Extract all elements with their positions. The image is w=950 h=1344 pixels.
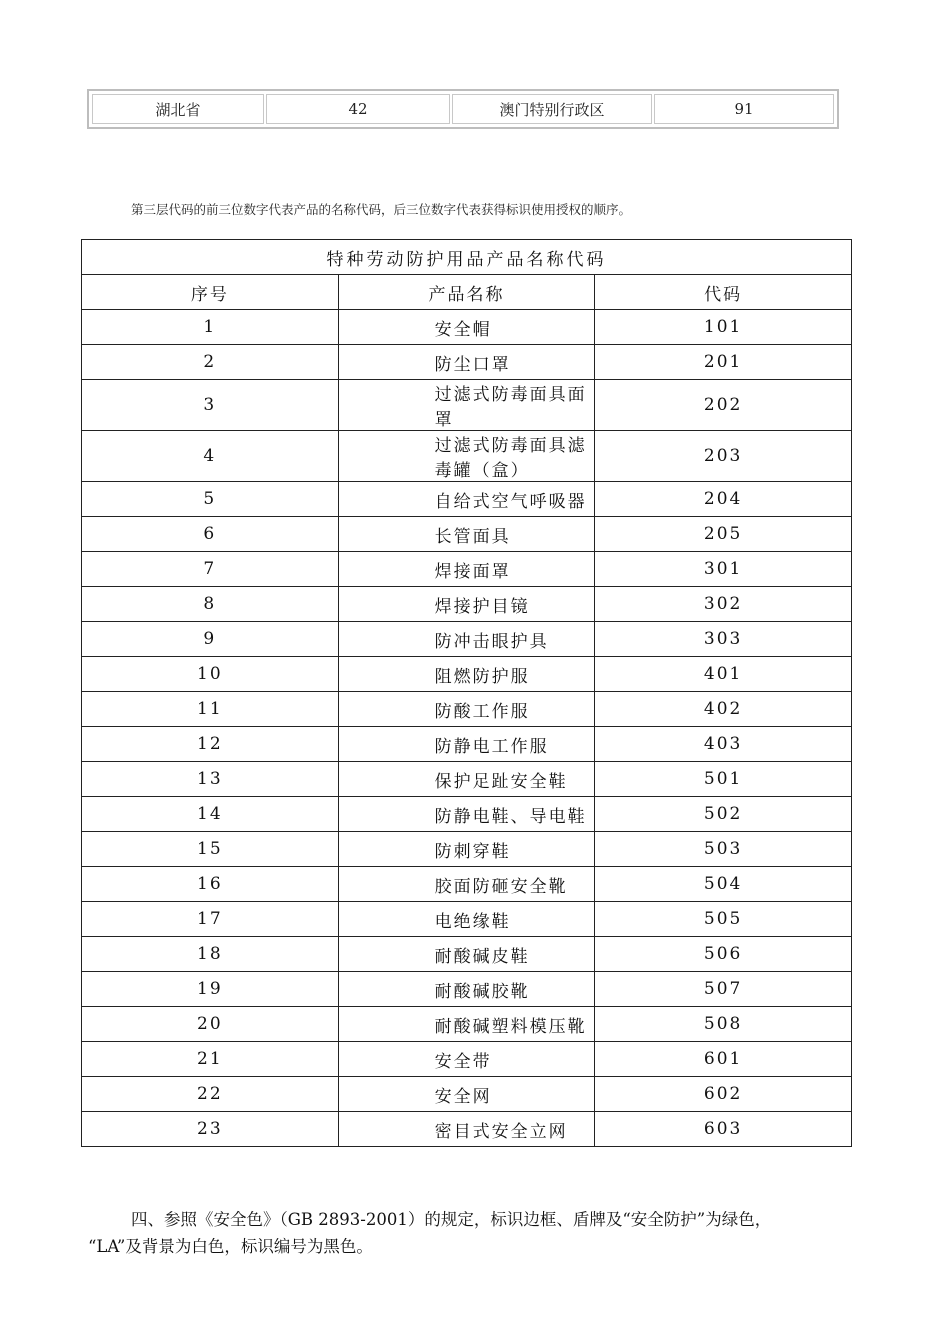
row-code-cell: 403 [595,727,852,762]
row-name-cell: 阻燃防护服 [338,657,595,692]
row-name-cell: 焊接护目镜 [338,587,595,622]
intro-text: 第三层代码的前三位数字代表产品的名称代码，后三位数字代表获得标识使用授权的顺序。 [131,202,632,217]
row-code-cell: 505 [595,902,852,937]
row-name-cell: 密目式安全立网 [338,1112,595,1147]
table-row [82,902,852,937]
row-code-cell: 401 [595,657,852,692]
row-no-cell: 10 [82,657,339,692]
row-no-cell: 21 [82,1042,339,1077]
region-code-cell: 91 [654,94,834,124]
row-no-cell: 11 [82,692,339,727]
row-name-cell: 电绝缘鞋 [338,902,595,937]
table-body [82,310,852,1147]
row-code-cell: 602 [595,1077,852,1112]
row-code-cell: 202 [595,380,852,431]
row-no-cell: 2 [82,345,339,380]
row-code-cell: 601 [595,1042,852,1077]
row-code-cell: 504 [595,867,852,902]
row-no-cell: 20 [82,1007,339,1042]
row-no-cell: 3 [82,380,339,431]
header-code: 代码 [595,275,852,310]
table-row [82,482,852,517]
table-row [82,867,852,902]
row-name-cell: 自给式空气呼吸器 [338,482,595,517]
table-row [82,832,852,867]
table-row [82,622,852,657]
row-name-cell: 耐酸碱塑料模压靴 [338,1007,595,1042]
table-row [82,692,852,727]
row-code-cell: 204 [595,482,852,517]
row-name-cell: 焊接面罩 [338,552,595,587]
table-row [82,727,852,762]
paragraph-line-2: “LA”及背景为白色，标识编号为黑色。 [88,1237,373,1256]
row-no-cell: 5 [82,482,339,517]
region-name-cell: 澳门特别行政区 [452,94,652,124]
row-name-cell: 过滤式防毒面具面罩 [338,380,595,431]
table-caption-row [82,240,852,275]
row-no-cell: 6 [82,517,339,552]
row-no-cell: 16 [82,867,339,902]
table-row [82,587,852,622]
row-no-cell: 17 [82,902,339,937]
row-name-cell: 防尘口罩 [338,345,595,380]
row-name-cell: 过滤式防毒面具滤毒罐（盒） [338,431,595,482]
row-code-cell: 302 [595,587,852,622]
row-code-cell: 503 [595,832,852,867]
header-name: 产品名称 [338,275,595,310]
row-name-cell: 安全网 [338,1077,595,1112]
table-row [82,972,852,1007]
color-rule-paragraph [88,1206,868,1260]
table-row [82,762,852,797]
table-row [82,345,852,380]
row-code-cell: 501 [595,762,852,797]
row-code-cell: 502 [595,797,852,832]
row-code-cell: 603 [595,1112,852,1147]
product-code-table [81,239,852,1147]
row-no-cell: 8 [82,587,339,622]
row-no-cell: 13 [82,762,339,797]
row-name-cell: 长管面具 [338,517,595,552]
row-no-cell: 23 [82,1112,339,1147]
row-no-cell: 9 [82,622,339,657]
row-code-cell: 303 [595,622,852,657]
row-code-cell: 506 [595,937,852,972]
row-no-cell: 7 [82,552,339,587]
table-row [82,1042,852,1077]
province-code-cell: 42 [266,94,450,124]
row-code-cell: 101 [595,310,852,345]
row-no-cell: 22 [82,1077,339,1112]
region-code-table [87,89,839,129]
region-code-row [92,94,834,124]
table-row [82,1112,852,1147]
row-name-cell: 防酸工作服 [338,692,595,727]
table-row [82,1007,852,1042]
table-row [82,310,852,345]
row-no-cell: 12 [82,727,339,762]
row-no-cell: 4 [82,431,339,482]
row-no-cell: 18 [82,937,339,972]
row-name-cell: 防静电鞋、导电鞋 [338,797,595,832]
header-no: 序号 [82,275,339,310]
table-header-row [82,275,852,310]
row-name-cell: 耐酸碱皮鞋 [338,937,595,972]
row-name-cell: 保护足趾安全鞋 [338,762,595,797]
row-name-cell: 胶面防砸安全靴 [338,867,595,902]
table-row [82,517,852,552]
table-row [82,431,852,482]
row-code-cell: 205 [595,517,852,552]
row-name-cell: 安全带 [338,1042,595,1077]
province-name-cell: 湖北省 [92,94,264,124]
row-code-cell: 203 [595,431,852,482]
row-code-cell: 507 [595,972,852,1007]
row-name-cell: 防静电工作服 [338,727,595,762]
table-row [82,552,852,587]
paragraph-line-1: 四、参照《安全色》（GB 2893-2001）的规定，标识边框、盾牌及“安全防护”为绿色， [131,1210,772,1229]
row-name-cell: 防冲击眼护具 [338,622,595,657]
row-code-cell: 402 [595,692,852,727]
table-caption: 特种劳动防护用品产品名称代码 [82,240,852,275]
row-no-cell: 1 [82,310,339,345]
row-no-cell: 14 [82,797,339,832]
table-row [82,797,852,832]
row-code-cell: 201 [595,345,852,380]
row-no-cell: 19 [82,972,339,1007]
table-row [82,380,852,431]
row-name-cell: 安全帽 [338,310,595,345]
row-no-cell: 15 [82,832,339,867]
row-code-cell: 301 [595,552,852,587]
row-code-cell: 508 [595,1007,852,1042]
row-name-cell: 防刺穿鞋 [338,832,595,867]
row-name-cell: 耐酸碱胶靴 [338,972,595,1007]
table-row [82,1077,852,1112]
table-row [82,937,852,972]
table-row [82,657,852,692]
